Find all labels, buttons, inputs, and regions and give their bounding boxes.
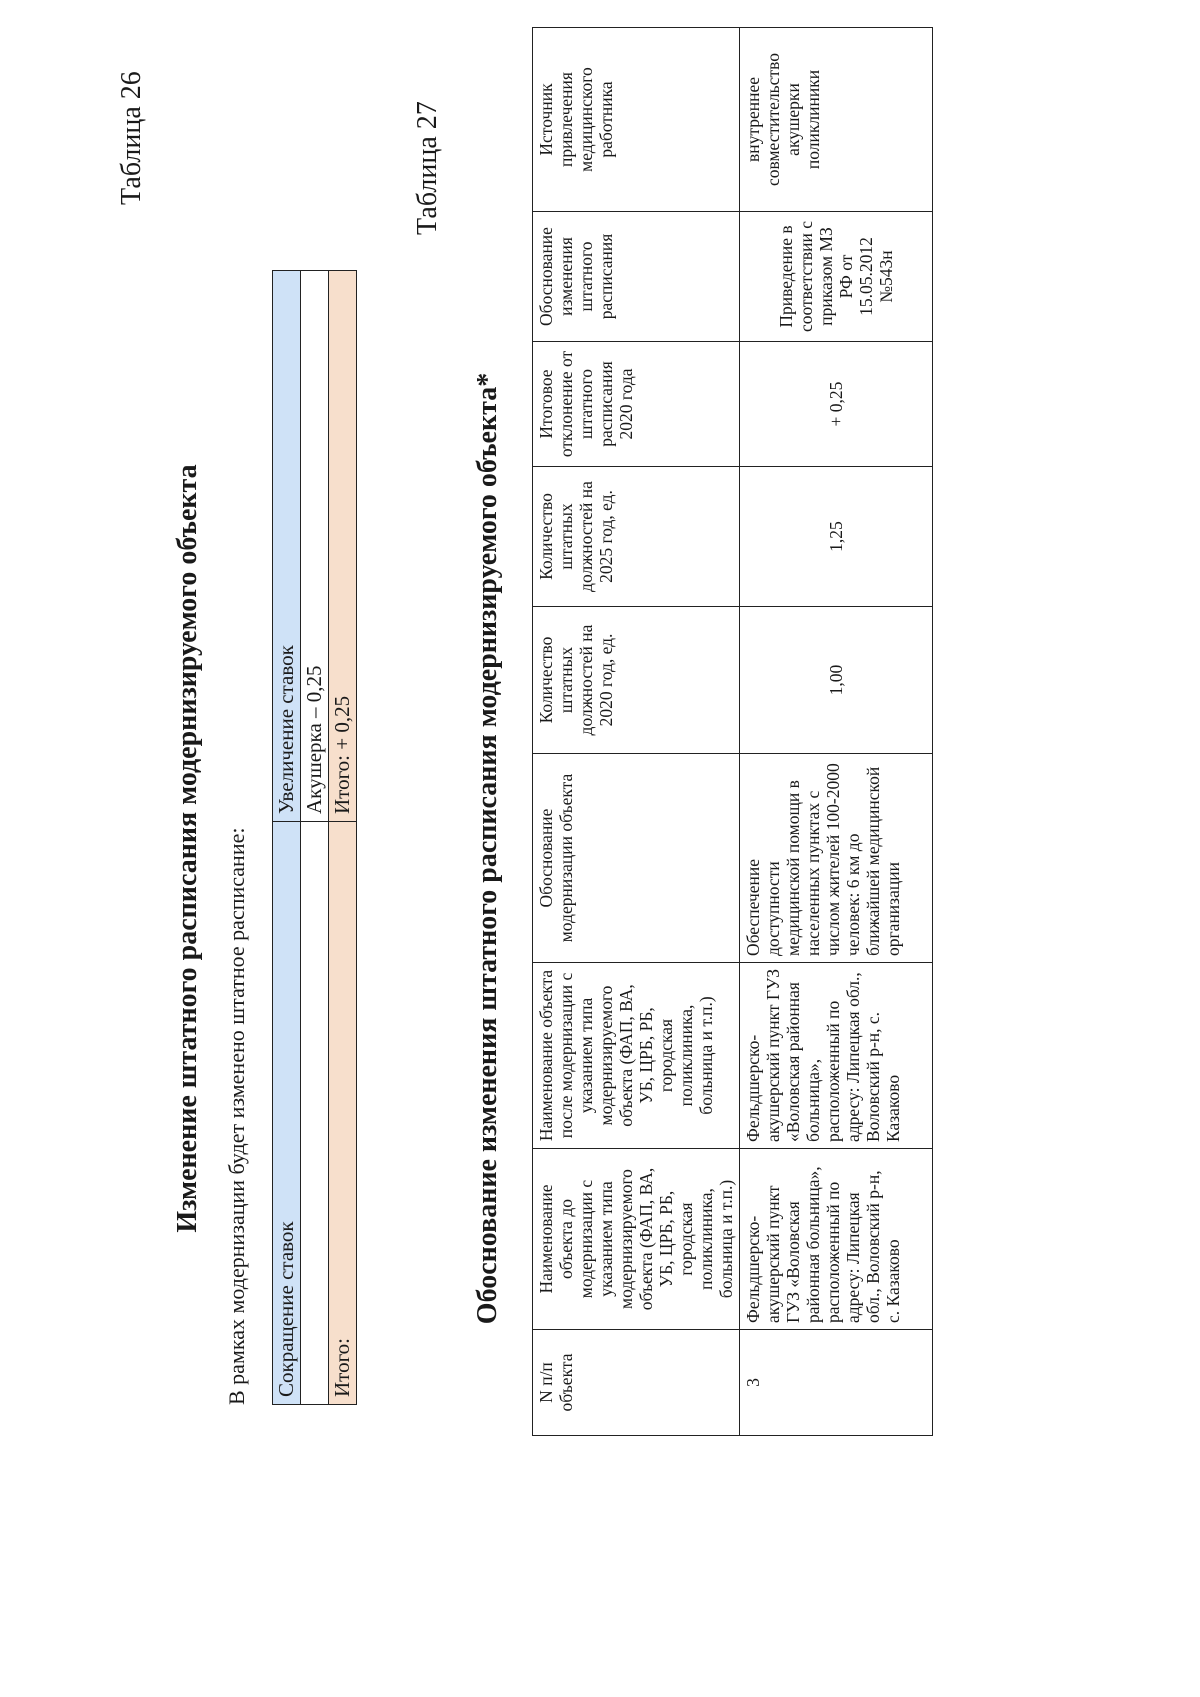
table-26-intro: В рамках модернизации будет изменено штатное расписание:: [224, 827, 249, 1405]
table-26-heading: Изменение штатного расписания модернизируемого объекта: [172, 464, 203, 1233]
cell-staff-2025: 1,25: [740, 467, 933, 607]
table-26: [272, 270, 357, 1405]
table-26-total-decrease: Итого:: [329, 822, 357, 1405]
table-27-heading: Обоснование изменения штатного расписания модернизируемого объекта*: [472, 372, 503, 1325]
table-26-label: Таблица 26: [116, 71, 147, 205]
table-26-total-increase: Итого: + 0,25: [329, 271, 357, 822]
table-27-header-row: [533, 28, 740, 1436]
cell-object-number: 3: [740, 1330, 933, 1436]
cell-staff-2020: 1,00: [740, 607, 933, 754]
header-object-number: N п/п объекта: [533, 1330, 740, 1436]
header-object-after: Наименование объекта после модернизации с указанием типа модернизируемого объекта (ФАП, ВА, УБ, ЦРБ, РБ, городская поликлиника, больница и т.п.): [533, 963, 740, 1149]
header-staff-2025: Количество штатных должностей на 2025 год, ед.: [533, 467, 740, 607]
table-26-cell-decrease: [301, 822, 329, 1405]
table-row: [740, 28, 933, 1436]
cell-modernization-justification: Обеспечение доступности медицинской помощи в населенных пунктах с числом жителей 100-2000 человек: 6 км до ближайшей медицинской организации: [740, 754, 933, 963]
table-26-row: [301, 271, 329, 1405]
table-26-header-increase: Увеличение ставок: [273, 271, 301, 822]
cell-change-reason: Приведение в соответствии с приказом МЗ РФ от 15.05.2012 №543н: [740, 212, 933, 342]
table-26-header-row: [273, 271, 301, 1405]
cell-object-after: Фельдшерско-акушерский пункт ГУЗ «Воловская районная больница», расположенный по адресу: Липецкая обл., Воловский р-н, с. Казаково: [740, 963, 933, 1149]
cell-staff-source: внутреннее совместительство акушерки поликлиники: [740, 28, 933, 212]
cell-object-before: Фельдшерско-акушерский пункт ГУЗ «Воловская районная больница», расположенный по адресу: Липецкая обл., Воловский р-н, с. Казаково: [740, 1149, 933, 1330]
header-modernization-justification: Обоснование модернизации объекта: [533, 754, 740, 963]
table-26-total-row: [329, 271, 357, 1405]
table-26-header-decrease: Сокращение ставок: [273, 822, 301, 1405]
header-staff-2020: Количество штатных должностей на 2020 год, ед.: [533, 607, 740, 754]
table-27: [532, 27, 933, 1436]
header-object-before: Наименование объекта до модернизации с указанием типа модернизируемого объекта (ФАП, ВА, УБ, ЦРБ, РБ, городская поликлиника, больница и т.п.): [533, 1149, 740, 1330]
table-27-label: Таблица 27: [412, 101, 443, 235]
header-staff-source: Источник привлечения медицинского работника: [533, 28, 740, 212]
header-change-reason: Обоснование изменения штатного расписания: [533, 212, 740, 342]
table-26-cell-increase: Акушерка – 0,25: [301, 271, 329, 822]
header-deviation: Итоговое отклонение от штатного расписания 2020 года: [533, 342, 740, 467]
cell-deviation: + 0,25: [740, 342, 933, 467]
